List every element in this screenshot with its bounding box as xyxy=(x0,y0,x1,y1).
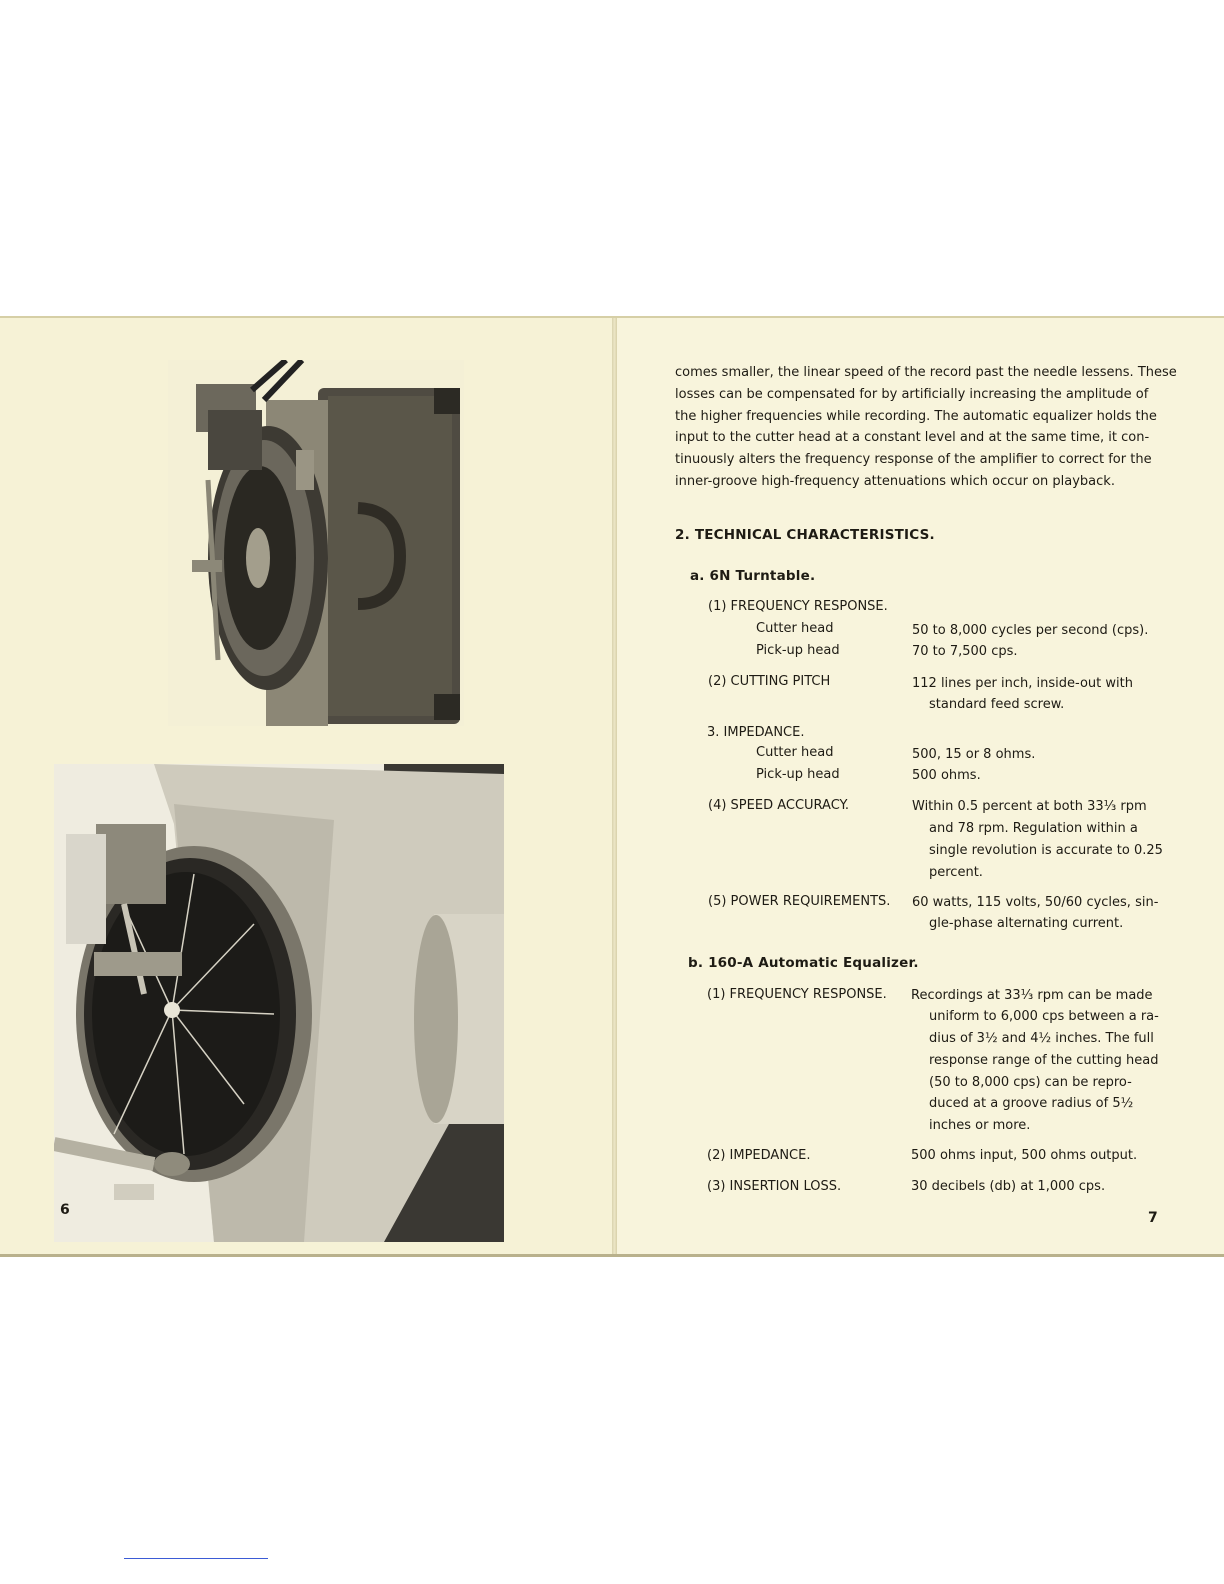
section-heading: 2. TECHNICAL CHARACTERISTICS. xyxy=(675,527,935,543)
turntable-case-photo xyxy=(168,360,464,726)
speed-accuracy-label: (4) SPEED ACCURACY. xyxy=(708,798,850,813)
speed-accuracy-value: single revolution is accurate to 0.25 xyxy=(929,843,1163,858)
equalizer-frequency-value: dius of 3½ and 4½ inches. The full xyxy=(929,1031,1154,1046)
equalizer-frequency-value: (50 to 8,000 cps) can be repro- xyxy=(929,1075,1132,1090)
power-requirements-value: gle-phase alternating current. xyxy=(929,916,1124,931)
speed-accuracy-value: Within 0.5 percent at both 33⅓ rpm xyxy=(912,799,1147,814)
intro-line: the higher frequencies while recording. The automatic equalizer holds the xyxy=(675,408,1157,424)
equalizer-frequency-value: response range of the cutting head xyxy=(929,1053,1159,1068)
insertion-loss-value: 30 decibels (db) at 1,000 cps. xyxy=(911,1179,1106,1194)
cutting-pitch-value: standard feed screw. xyxy=(929,697,1065,712)
equalizer-heading: b. 160-A Automatic Equalizer. xyxy=(688,955,919,971)
equalizer-impedance-label: (2) IMPEDANCE. xyxy=(707,1148,811,1163)
impedance-pickup-label: Pick-up head xyxy=(756,767,840,782)
intro-line: comes smaller, the linear speed of the record past the needle lessens. These xyxy=(675,365,1177,380)
cutting-pitch-label: (2) CUTTING PITCH xyxy=(708,674,831,689)
left-page-number: 6 xyxy=(60,1202,70,1218)
equalizer-frequency-value: Recordings at 33⅓ rpm can be made xyxy=(911,988,1153,1003)
impedance-cutter-value: 500, 15 or 8 ohms. xyxy=(912,747,1036,762)
power-requirements-value: 60 watts, 115 volts, 50/60 cycles, sin- xyxy=(912,895,1159,910)
turntable-heading: a. 6N Turntable. xyxy=(690,568,816,584)
equalizer-impedance-value: 500 ohms input, 500 ohms output. xyxy=(911,1148,1138,1163)
cutter-head-value: 50 to 8,000 cycles per second (cps). xyxy=(912,623,1149,638)
speed-accuracy-value: percent. xyxy=(929,865,983,880)
intro-line: input to the cutter head at a constant level and at the same time, it con- xyxy=(675,430,1150,446)
impedance-cutter-label: Cutter head xyxy=(756,745,834,760)
equalizer-frequency-value: duced at a groove radius of 5½ xyxy=(929,1096,1134,1111)
intro-line: losses can be compensated for by artificially increasing the amplitude of xyxy=(675,386,1149,402)
power-requirements-label: (5) POWER REQUIREMENTS. xyxy=(708,894,891,909)
equalizer-frequency-value: inches or more. xyxy=(929,1118,1031,1133)
impedance-pickup-value: 500 ohms. xyxy=(912,768,981,783)
equalizer-frequency-value: uniform to 6,000 cps between a ra- xyxy=(929,1009,1159,1024)
intro-line: inner-groove high-frequency attenuations which occur on playback. xyxy=(675,473,1115,489)
speed-accuracy-value: and 78 rpm. Regulation within a xyxy=(929,821,1138,836)
page-bottom-edge xyxy=(0,1254,1224,1257)
cutter-head-label: Cutter head xyxy=(756,621,834,636)
pickup-head-value: 70 to 7,500 cps. xyxy=(912,644,1018,659)
equalizer-frequency-label: (1) FREQUENCY RESPONSE. xyxy=(707,987,887,1002)
intro-line: tinuously alters the frequency response of the amplifier to correct for the xyxy=(675,452,1152,468)
right-page-number: 7 xyxy=(1148,1210,1158,1226)
cutting-pitch-value: 112 lines per inch, inside-out with xyxy=(912,676,1133,691)
book-gutter xyxy=(612,316,617,1256)
turntable-cabinet-photo xyxy=(54,764,504,1242)
intro-paragraph xyxy=(675,362,1177,493)
turntable-frequency-label: (1) FREQUENCY RESPONSE. xyxy=(708,599,888,614)
impedance-label: 3. IMPEDANCE. xyxy=(707,725,805,740)
pickup-head-label: Pick-up head xyxy=(756,643,840,658)
page-top-edge xyxy=(0,316,1224,318)
insertion-loss-label: (3) INSERTION LOSS. xyxy=(707,1179,842,1194)
bottom-link-underline xyxy=(124,1558,268,1559)
